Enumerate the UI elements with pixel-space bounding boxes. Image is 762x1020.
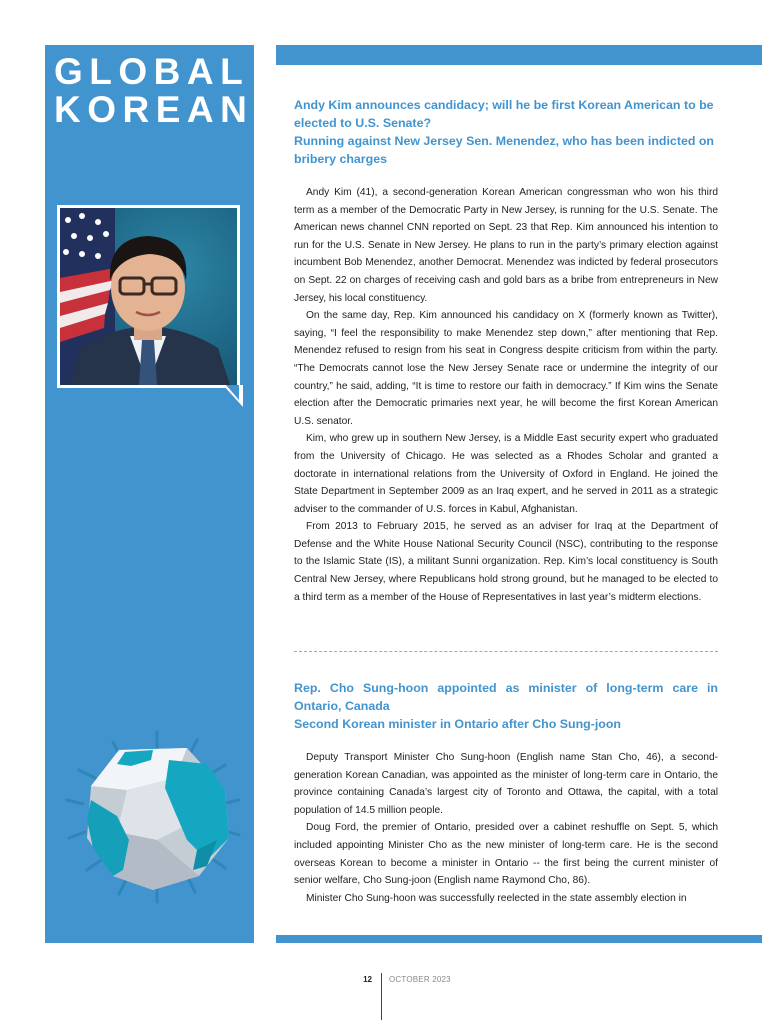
article-headline: [294, 96, 718, 168]
paragraph: Deputy Transport Minister Cho Sung-hoon (English name Stan Cho, 46), a second-generation Korean Canadian, was appointed as the minister of long-term care in Ontario, the province containing Canada’s largest city of Toronto and Ottawa, the capital, with a total population of 14.5 million people.: [294, 752, 718, 816]
headline-title: Andy Kim announces candidacy; will he be first Korean American to be elected to U.S. Senate?: [294, 98, 714, 130]
paragraph: Andy Kim (41), a second-generation Korean American congressman who won his third term as a member of the Democratic Party in New Jersey, is running for the U.S. Senate. The American news channel CNN reported on Sept. 23 that Rep. Kim announced his intention to run for the U.S. Senate in New Jersey. He plans to run in the party’s primary election against incumbent Bob Menendez, another Democrat. Menendez was indicted by federal prosecutors on Sept. 22 on charges of receiving cash and gold bars as a bribe from entrepreneurs in New Jersey, his local constituency.: [294, 187, 718, 304]
brand-line-2: KOREAN: [54, 89, 254, 130]
top-accent-bar: [276, 45, 762, 65]
brand-line-1: GLOBAL: [54, 51, 250, 92]
section-brand-title: [54, 53, 253, 129]
paragraph: From 2013 to February 2015, he served as an adviser for Iraq at the Department of Defense and the White House National Security Council (NSC), contributing to the response to the Islamic State (IS), a militant Sunni organization. Rep. Kim’s local constituency is South Central New Jersey, where Republicans hold strong ground, but he managed to be elected to a third term as a member of the House of Representatives in last year’s midterm elections.: [294, 521, 718, 603]
paragraph: On the same day, Rep. Kim announced his candidacy on X (formerly known as Twitter), saying, “I feel the responsibility to make Menendez step down,” after mentioning that Rep. Menendez refused to resign from his seat in Congress despite criticism from within the party. “The Democrats cannot lose the New Jersey Senate race or undermine the integrity of our country,” he said, adding, “It is time to restore our faith in democracy.” If Kim wins the Senate election after the Democratic primaries next year, he will become the first Korean American U.S. senator.: [294, 310, 718, 427]
paragraph: Minister Cho Sung-hoon was successfully reelected in the state assembly election in: [306, 892, 687, 904]
headline-title: Rep. Cho Sung-hoon appointed as minister of long-term care in Ontario, Canada: [294, 681, 718, 713]
issue-date: OCTOBER 2023: [389, 975, 451, 984]
globe-illustration-icon: [57, 720, 247, 910]
article-body: [294, 749, 718, 907]
section-divider: [294, 651, 718, 652]
paragraph: Doug Ford, the premier of Ontario, presided over a cabinet reshuffle on Sept. 5, which included appointing Minister Cho as the new minister of long-term care. He is the second overseas Korean to become a minister in Ontario -- the first being the current minister of senior welfare, Cho Sung-joon (English name Raymond Cho, 86).: [294, 822, 718, 887]
page-number: 12: [363, 975, 372, 984]
portrait-photo-icon: [57, 205, 240, 388]
sidebar-panel: [45, 45, 254, 943]
headline-subtitle: Second Korean minister in Ontario after Cho Sung-joon: [294, 717, 621, 731]
bottom-accent-bar: [276, 935, 762, 943]
article-andy-kim: [294, 96, 718, 606]
article-body: [294, 184, 718, 606]
paragraph: Kim, who grew up in southern New Jersey, is a Middle East security expert who graduated from the University of Chicago. He was selected as a Rhodes Scholar and granted a doctorate in international relations from the University of Oxford in England. He joined the State Department in September 2009 as an Iraq expert, and he served in 2011 as a strategic adviser to the commander of U.S. forces in Kabul, Afghanistan.: [294, 433, 718, 515]
article-headline: [294, 679, 718, 733]
footer-divider-line: [381, 973, 382, 1020]
article-cho-sung-hoon: [294, 679, 718, 907]
speech-bubble-tail-inner: [226, 385, 239, 400]
headline-subtitle: Running against New Jersey Sen. Menendez, who has been indicted on bribery charges: [294, 134, 714, 166]
